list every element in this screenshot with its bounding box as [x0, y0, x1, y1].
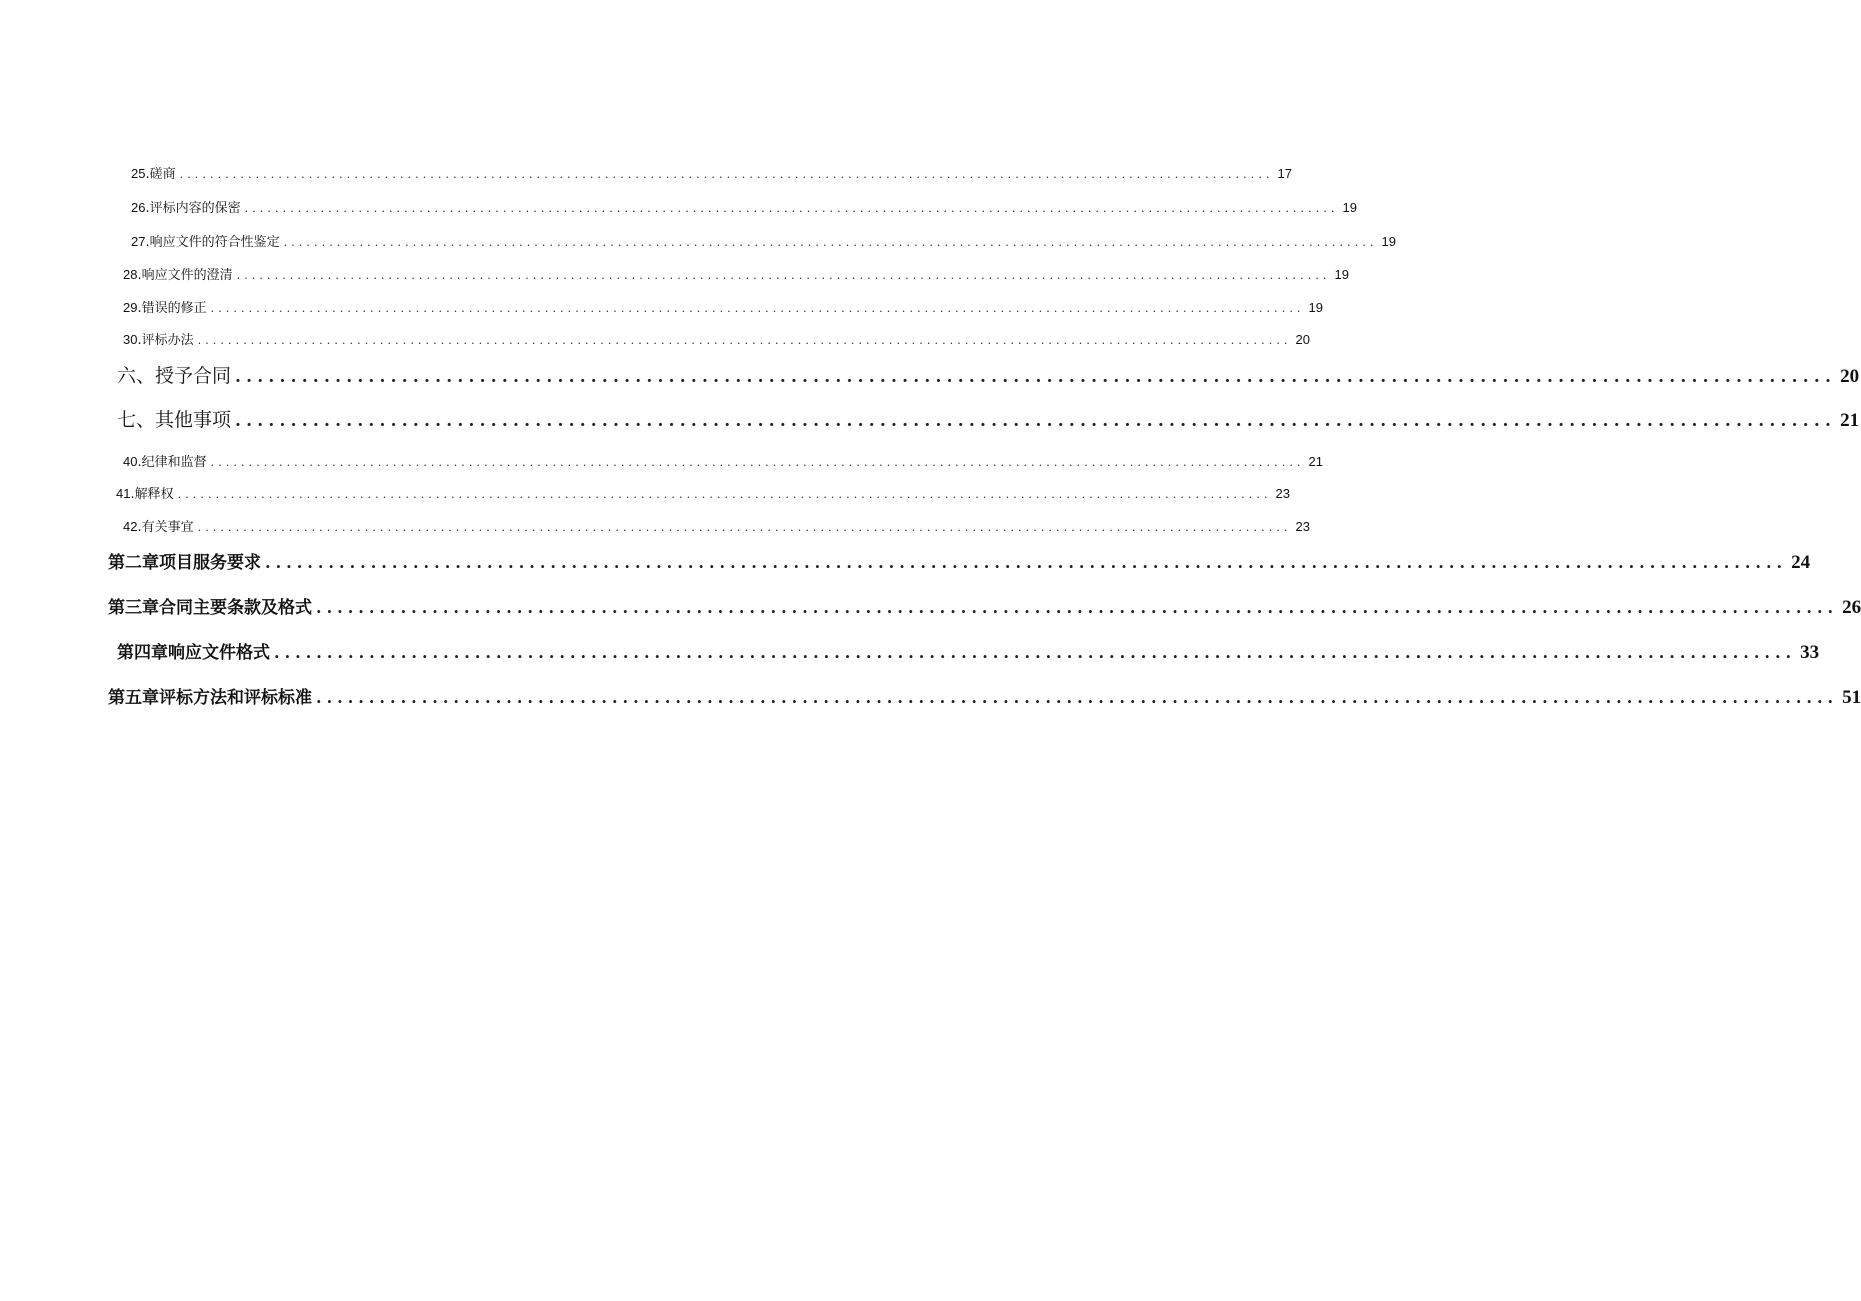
- toc-entry-title: .评标内容的保密: [145, 201, 241, 216]
- toc-section-page: 21: [1840, 410, 1860, 431]
- toc-entry-30[interactable]: [123, 329, 1310, 349]
- toc-entry-29[interactable]: [123, 297, 1323, 317]
- toc-entry-title: .错误的修正: [137, 301, 207, 316]
- toc-entry-page: 19: [1334, 267, 1349, 282]
- toc-leader-dots: ................................................................................................................................................: [244, 202, 1339, 215]
- toc-leader-dots: ................................................................................................................................................: [274, 643, 1797, 662]
- toc-entry-page: 20: [1295, 332, 1310, 347]
- toc-chapter-title: 第五章评标方法和评标标准: [108, 688, 312, 708]
- toc-chapter-4[interactable]: [117, 638, 1820, 666]
- toc-leader-dots: ................................................................................................................................................: [210, 302, 1305, 315]
- toc-leader-dots: ................................................................................................................................................: [179, 168, 1274, 181]
- toc-entry-number: 40: [123, 454, 138, 469]
- toc-entry-number: 30: [123, 332, 138, 347]
- toc-entry-number: 26: [131, 200, 146, 215]
- toc-entry-page: 19: [1381, 234, 1396, 249]
- toc-section-other-matters[interactable]: [117, 405, 1860, 435]
- toc-leader-dots: ................................................................................................................................................: [235, 367, 1837, 387]
- toc-chapter-3[interactable]: [108, 593, 1861, 621]
- toc-leader-dots: ................................................................................................................................................: [265, 553, 1788, 572]
- toc-entry-number: 25: [131, 166, 146, 181]
- toc-chapter-page: 33: [1800, 642, 1820, 663]
- toc-section-title: 六、授予合同: [117, 365, 232, 387]
- toc-entry-26[interactable]: [131, 197, 1357, 217]
- toc-entry-page: 17: [1277, 166, 1292, 181]
- toc-section-award-contract[interactable]: [117, 361, 1860, 391]
- toc-leader-dots: ................................................................................................................................................: [197, 334, 1292, 347]
- toc-chapter-title: 第四章响应文件格式: [117, 643, 270, 663]
- toc-chapter-2[interactable]: [108, 548, 1811, 576]
- toc-entry-page: 19: [1308, 300, 1323, 315]
- toc-entry-page: 23: [1295, 519, 1310, 534]
- toc-entry-number: 28: [123, 267, 138, 282]
- toc-entry-title: .有关事宜: [137, 520, 194, 535]
- toc-leader-dots: ................................................................................................................................................: [210, 456, 1305, 469]
- toc-entry-title: .响应文件的澄清: [137, 268, 233, 283]
- toc-chapter-title: 第二章项目服务要求: [108, 553, 261, 573]
- toc-entry-title: .磋商: [145, 167, 176, 182]
- toc-entry-page: 23: [1275, 486, 1290, 501]
- toc-entry-number: 27: [131, 234, 146, 249]
- toc-entry-title: .响应文件的符合性鉴定: [145, 235, 280, 250]
- toc-leader-dots: ................................................................................................................................................: [316, 598, 1839, 617]
- toc-leader-dots: ................................................................................................................................................: [236, 269, 1331, 282]
- toc-chapter-5[interactable]: [108, 683, 1861, 711]
- toc-entry-page: 19: [1342, 200, 1357, 215]
- toc-entry-title: .纪律和监督: [137, 455, 207, 470]
- toc-entry-25[interactable]: [131, 163, 1292, 183]
- toc-section-page: 20: [1840, 366, 1860, 387]
- toc-entry-number: 29: [123, 300, 138, 315]
- toc-chapter-page: 26: [1842, 597, 1861, 618]
- toc-entry-number: 42: [123, 519, 138, 534]
- toc-section-title: 七、其他事项: [117, 409, 232, 431]
- toc-entry-28[interactable]: [123, 264, 1349, 284]
- toc-entry-title: .解释权: [130, 487, 174, 502]
- toc-leader-dots: ................................................................................................................................................: [197, 521, 1292, 534]
- toc-entry-27[interactable]: [131, 231, 1396, 251]
- toc-entry-page: 21: [1308, 454, 1323, 469]
- toc-leader-dots: ................................................................................................................................................: [235, 411, 1837, 431]
- toc-chapter-page: 24: [1791, 552, 1811, 573]
- toc-leader-dots: ................................................................................................................................................: [283, 236, 1378, 249]
- toc-chapter-page: 51: [1842, 687, 1861, 708]
- toc-leader-dots: ................................................................................................................................................: [177, 488, 1272, 501]
- toc-entry-41[interactable]: [116, 483, 1290, 503]
- toc-leader-dots: ................................................................................................................................................: [316, 688, 1839, 707]
- toc-entry-title: .评标办法: [137, 333, 194, 348]
- toc-chapter-title: 第三章合同主要条款及格式: [108, 598, 312, 618]
- toc-entry-number: 41: [116, 486, 131, 501]
- toc-entry-40[interactable]: [123, 451, 1323, 471]
- toc-entry-42[interactable]: [123, 516, 1310, 536]
